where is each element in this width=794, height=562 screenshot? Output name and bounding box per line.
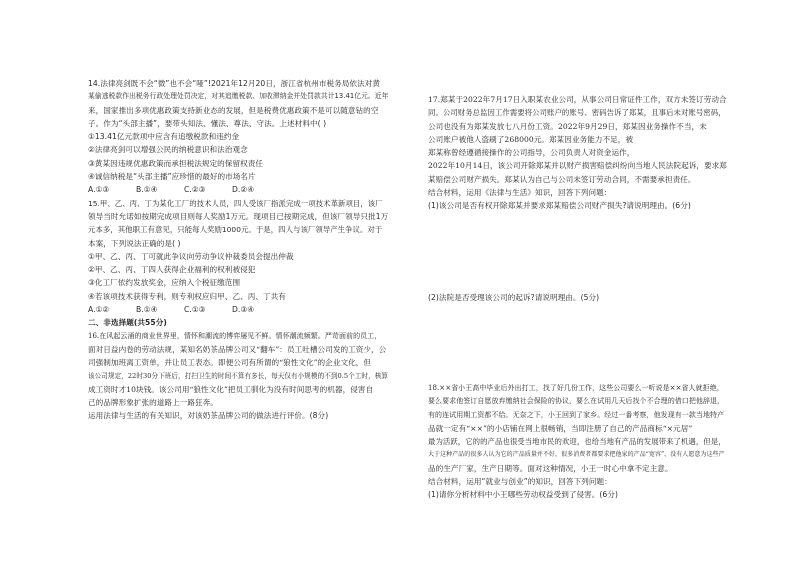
- q18-sub1: (1)请你分析材料中小王哪些劳动权益受到了侵害。(6分): [428, 490, 618, 500]
- q15-stem-line: 元本多，其他职工有意见，只能每人奖励1000元。于是，四人与该厂领导产生争议。对于: [88, 225, 383, 235]
- q16-body-line: 己的品牌形象扩张的道路上一路狂奔。: [88, 398, 218, 408]
- q14-item: ②法律亮剑可以增强公民的纳税意识和法治观念: [88, 145, 248, 155]
- question-18: [428, 382, 728, 475]
- q14-option-c: C.②③: [184, 185, 206, 195]
- q15-stem-line: 本案，下列说法正确的是( ): [88, 238, 181, 248]
- q18-body-line: 品就一定有“××”的小店铺在网上很畅销，当即注册了自己的产品商标“×元居”: [428, 423, 693, 433]
- q14-item: ③黄某因违规优惠政策而承担税法规定的保留权责任: [88, 158, 264, 168]
- question-16: [88, 330, 388, 410]
- q17-body-line: 某赔偿公司财产损失。郑某认为自己与公司未签订劳动合同，不需要承担责任。: [428, 174, 696, 184]
- q15-option-a: A.①②: [88, 305, 110, 315]
- left-column: [88, 77, 388, 423]
- q14-options: [88, 183, 388, 196]
- q16-body-line: 该公司规定，22时30分下班后，打扫卫生的时间不算有多长，每天仅有小规模的不到0.5个工时，核算: [88, 371, 389, 380]
- q17-sub1: (1)该公司是否有权开除郑某并要求郑某赔偿公司财产损失?请说明理由。(6分): [428, 201, 691, 211]
- q15-item: ③化工厂依约发放奖金，应纳入个税征缴范围: [88, 278, 241, 288]
- q18-question: 结合材料，运用“就业与创业”的知识，回答下列问题：: [428, 477, 612, 487]
- q14-item: ④诚信纳税是“头部主播”应珍惜的最好的市场名片: [88, 172, 256, 182]
- question-15: [88, 197, 388, 317]
- right-column: [428, 93, 728, 502]
- q17-body-line: 17.郑某于2022年7月17日入职某农业公司，从事公司日常证件工作，双方未签订劳动合: [428, 95, 727, 104]
- q14-stem-line: 某偷逃税款作出税务行政处理处罚决定，对其追缴税款、加收滞纳金并处罚款共计13.41亿元。近年: [88, 92, 389, 101]
- section-heading-nonchoice: 二、非选择题(共55分): [88, 318, 167, 328]
- q18-body-line: 最为活跃，它的的产品也很受当地市民的欢迎，也给当地有产品的发展带来了机遇，但是，: [428, 437, 726, 447]
- q16-body-line: 成工资时才10块钱。该公司用“狼性文化”把员工驯化为没有时间思考的机器，侵害自: [88, 384, 374, 394]
- q15-option-c: C.①③: [184, 305, 206, 315]
- q16-question: 运用法律与生活的有关知识，对该奶茶品牌公司的做法进行评价。(8分): [88, 411, 329, 421]
- q14-option-b: B.①④: [136, 185, 158, 195]
- question-17: [428, 93, 728, 186]
- q18-body-line: 要么要求他签订自愿放弃缴纳社会保险的协议，要么在试用几天后找个不合理的借口把他辞退，: [428, 397, 725, 406]
- q17-body-line: 郑某称曾经遵循接操作的公司指导，公司负责人对资金运作，: [428, 148, 635, 158]
- q15-item: ④若该项技术获得专利，则专利权应归甲、乙、丙、丁共有: [88, 291, 286, 301]
- q18-body-line: 有的连试用期工资都不给。无奈之下，小王回到了家乡。经过一番考察，他发现有一款当地特产: [428, 410, 725, 419]
- answer-space: [428, 213, 728, 291]
- q14-item: ①13.41亿元款项中应含有追缴税款和违约金: [88, 132, 240, 142]
- q14-option-d: D.②④: [232, 185, 255, 195]
- q15-stem-line: 15.甲、乙、丙、丁为某化工厂的技术人员，四人受该厂指派完成一项技术革新项目，该厂: [88, 198, 383, 208]
- q15-item: ②甲、乙、丙、丁四人获得企业福利的权利被侵犯: [88, 265, 256, 275]
- q16-body-line: 面对日益内卷的劳动法规，某知名奶茶品牌公司又“翻车”：员工吐槽公司发的工资少，公: [88, 344, 387, 354]
- q14-option-a: A.①③: [88, 185, 110, 195]
- q17-body-line: 公司也没有为郑某发放七八月份工资。2022年9月29日，郑某因业务操作不当，未: [428, 121, 707, 131]
- q17-body-line: 公司账户被他人盗刷了268000元。郑某因业务能力不足，被: [428, 134, 634, 144]
- q15-item: ①甲、乙、丙、丁可就此争议向劳动争议仲裁委员会提出仲裁: [88, 251, 294, 261]
- q15-options: [88, 303, 388, 316]
- answer-space: [428, 304, 728, 382]
- question-14: [88, 77, 388, 197]
- q14-stem-line: 来，国家推出多项优惠政策支持新业态的发展，但是税费优惠政策不是可以随意钻的空: [88, 105, 379, 115]
- q14-stem-line: 14.法律亮剑既不会“微”也不会“哑”!2021年12月20日，浙江省杭州市税务局依法对黄: [88, 79, 380, 88]
- q15-stem-line: 领导当时允诺如按期完成项目则每人奖励1万元。现项目已按期完成，但该厂领导只批1万: [88, 211, 389, 221]
- q16-body-line: 司强制加班离工资单，并让员工表态。即便公司有所谓的“狼性文化”的企业文化，但: [88, 358, 372, 368]
- q14-stem-line: 子。作为“头部主播”，要带头知法、懂法、尊法、守法。上述材料中( ): [88, 118, 327, 128]
- q18-body-line: 18.××省小王高中毕业后外出打工，找了好几份工作，这些公司要么一听说是××省人就拒绝，: [428, 383, 724, 392]
- q15-option-b: B.①④: [136, 305, 158, 315]
- q16-body-line: 16.在风起云涌的商业世界里，情怀和潮流的博弈屡见不鲜。情怀潮流频繁。严苛面前的员工，: [88, 331, 382, 340]
- q18-body-line: 品的生产厂家，生产日期等。面对这种情况，小王一时心中拿不定主意。: [428, 463, 673, 473]
- q17-body-line: 同。公司财务总监因工作需要将公司账户的账号、密码告诉了郑某，且事后未对账号密码，: [428, 108, 726, 118]
- q17-sub2: (2)法院是否受理该公司的起诉?请说明理由。(5分): [428, 292, 600, 302]
- q17-body-line: 2022年10月14日，该公司开除郑某并以财产损害赔偿纠纷向当地人民法院起诉，要求郑: [428, 161, 727, 171]
- q15-option-d: D.③④: [232, 305, 255, 315]
- q17-question: 结合材料，运用《法律与生活》知识，回答下列问题：: [428, 188, 612, 198]
- q18-body-line: 大于这种产品的很多人认为它的产品质量并不好，很多消费者都要求把他家的产品“宽容”，没有人愿意为这些产: [428, 451, 725, 459]
